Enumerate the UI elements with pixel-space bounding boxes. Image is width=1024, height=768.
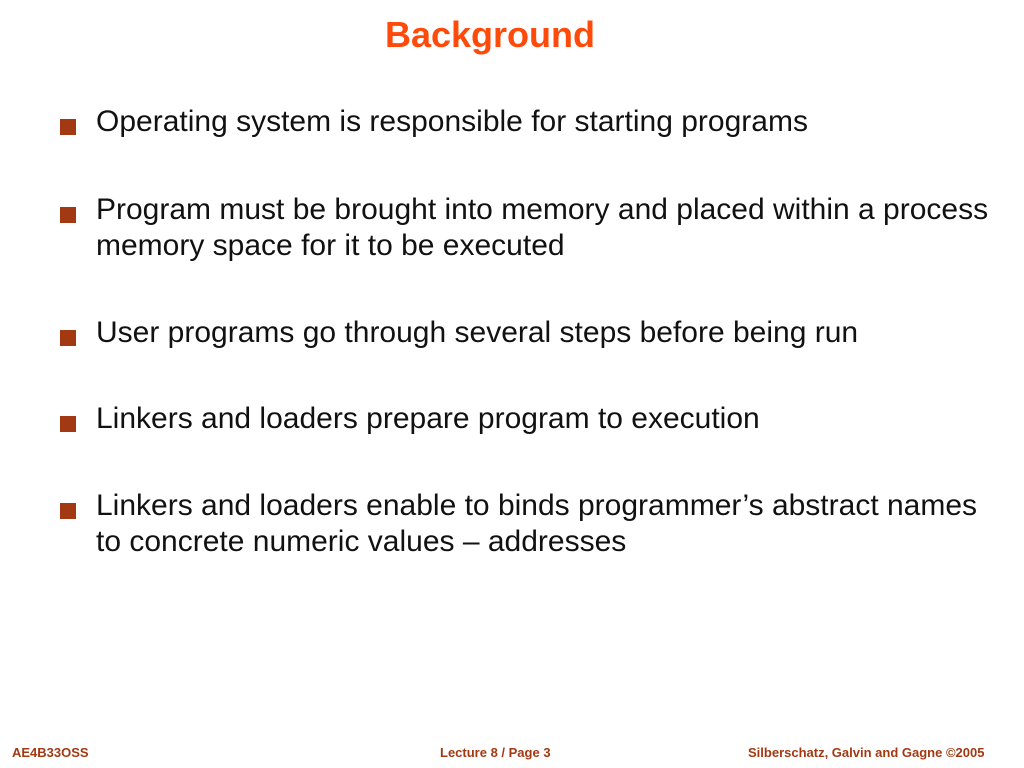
footer-course-code: AE4B33OSS <box>12 745 89 760</box>
slide-title: Background <box>384 14 596 55</box>
bullet-text: Operating system is responsible for starting programs <box>96 105 808 138</box>
bullet-text: User programs go through several steps before being run <box>96 316 859 349</box>
square-bullet-icon <box>60 416 76 432</box>
bullet-text: Program must be brought into memory and placed within a process memory space for it to be executed <box>96 193 989 262</box>
square-bullet-icon <box>60 119 76 135</box>
square-bullet-icon <box>60 503 76 519</box>
square-bullet-icon <box>60 330 76 346</box>
footer-page-number: Lecture 8 / Page 3 <box>440 745 551 760</box>
bullet-text: Linkers and loaders prepare program to execution <box>96 402 760 435</box>
bullet-text: Linkers and loaders enable to binds programmer’s abstract names to concrete numeric values – addresses <box>96 489 978 558</box>
footer-copyright: Silberschatz, Galvin and Gagne ©2005 <box>748 745 985 760</box>
square-bullet-icon <box>60 207 76 223</box>
